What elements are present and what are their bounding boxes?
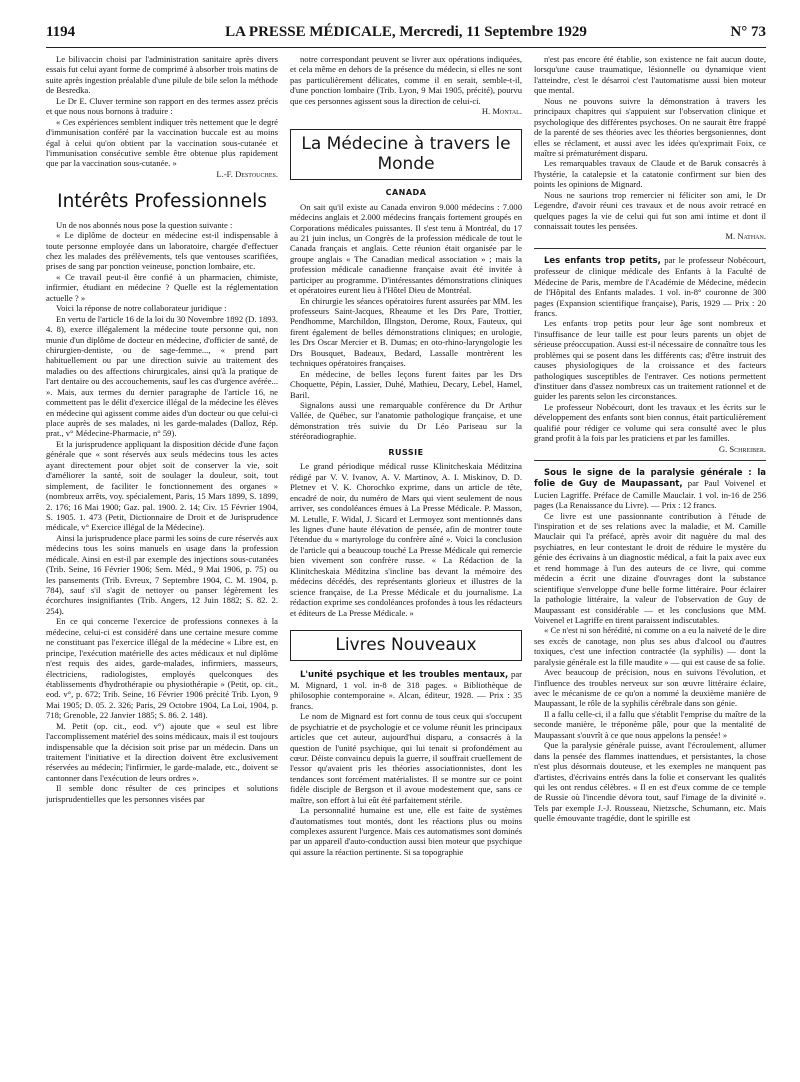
paragraph: Nous ne pouvons suivre la démonstration à travers les principaux chapitres qui s'appuient sur l'observation clinique et psychologique des différentes psychoses. On ne saurait être frappé de la parenté de ses théories avec les théories bergsoniennes, dont elles se réclament, et aussi avec les idées qu'exprimait Foix, ce maître si prématurément disparu. [534,95,766,158]
quote: « Le diplôme de docteur en médecine est-il indispensable à toute personne employée dans un laboratoire, chargée d'effectuer chez les malades des prélèvements, tels que ventouses scarifiées, prises de sang par ponction veineuse, ponction lombaire, etc. [46,230,278,272]
book-title: Sous le signe de la paralysie générale : la folie de Guy de Maupassant, [534,468,766,490]
journal-title: LA PRESSE MÉDICALE, Mercredi, 11 Septembre 1929 [225,24,587,40]
paragraph: La personnalité humaine est une, elle est faite de systèmes d'automatismes tout montés, dont les réactions plus ou moins complexes assurent l'urgence. Mais ces automatismes sont dominés par un appareil d'auto-conduction aussi bien moteur que psychique qui assure la réaction pertinente. Si sa topographie [290,805,522,857]
page-number: 1194 [46,24,76,40]
signature: H. Montal. [481,106,522,117]
header-rule [46,47,766,48]
column-1 [46,54,278,1072]
subsection-heading: RUSSIE [388,447,424,457]
paragraph: Le bilivaccin choisi par l'administration sanitaire après divers essais fut celui ayant forme de comprimé à absorber trois matins de suite après ingestion préalable d'une pilule de bile selon la méthode de Besredka. [46,54,278,96]
signature: G. Schreiber. [718,443,766,454]
paragraph: Ainsi la jurisprudence place parmi les soins de cure réservés aux médecins tous les soins manuels en usage dans la profession médicale. Ainsi en est-il par exemple des injections sous-cutanées (Trib. Seine, 16 Février 1906; Sem. Méd., 9 Mai 1906, p. 75) ou les pansements (Trib. Evreux, 7 Septembre 1904, C. M. 1904, p. 784), sauf s'il s'agit de nettoyer ou panser légèrement les écorchures insignifiantes (Trib. Angers, 12 Juin 1882; S. 82. 2. 254). [46,532,278,616]
paragraph: Il semble donc résulter de ces principes et solutions jurisprudentielles que les personnes visées par [46,783,278,804]
paragraph: Le Dr E. Cluver termine son rapport en des termes assez précis et que nous nous bornons à traduire : [46,95,278,117]
paragraph: Il a fallu celle-ci, il a fallu que s'établit l'emprise du maître de la seconde manière, le tréponème pâle, pour que la mentalité de Maupassant s'ouvrît à ce que nous appelons la pensée! » [534,708,766,740]
paragraph: On sait qu'il existe au Canada environ 9.000 médecins : 7.000 médecins anglais et 2.000 médecins français fortement groupés en Corporations médicales puissantes. Il s'est tenu à Montréal, du 17 au 21 juin inclus, un Congrès de la profession médicale de tout le Canada français et anglais. Cette réunion était organisée par le groupe anglais « The Canadian medical association » ; mais la profession médicale canadienne française avait été invitée à participer au programme. D'intéressantes démonstrations cliniques et opératoires eurent lieu à l'Hôtel Dieu de Montréal. [290,201,522,296]
signature: M. Nathan. [725,231,766,242]
paragraph: En médecine, de belles leçons furent faites par les Drs Choquette, Pépin, Lassier, Duhé, Mathieu, Decary, Lebel, Hamel, Baril. [290,368,522,400]
paragraph: Le nom de Mignard est fort connu de tous ceux qui s'occupent de psychiatrie et de psychologie et ce volume réunit les principaux articles que cet auteur, aujourd'hui disparu, a consacrés à la question de l'unité psychique, qui lui tenait si profondément au cœur. Déiste convaincu depuis la guerre, il souffrait cruellement de l'essor qu'avaient pris les théories associationnistes, dont les tendances sont forcément matérialistes. Il se montre sur ce point fidèle disciple de Bergson et il avoue modestement que, sans ce maître, son effort à lui eût été parfaitement stérile. [290,711,522,805]
book-reference: par M. Mignard, 1 vol. in-8 de 318 pages. « Bibliothèque de philosophie contemporaine ». Alcan, éditeur, 1928. — Prix : 35 francs. [290,668,522,711]
paragraph: Le professeur Nobécourt, dont les travaux et les écrits sur le développement des enfants sont bien connus, était particulièrement qualifié pour rédiger ce volume qui sera consulté avec le plus grand profit à la fois par les praticiens et par les familles. [534,401,766,444]
column-2 [290,54,522,1072]
quote: « Ces expériences semblent indiquer très nettement que le degré d'immunisation conféré par la vaccination buccale est au moins égal à celui qu'on obtient par la vaccination sous-cutanée et l'immunisation consécutive semble être obtenue plus rapidement que par la vaccination sous-cutanée. » [46,116,278,169]
book-reference: par le professeur Nobécourt, professeur de clinique médicale des Enfants à la Faculté de Médecine de Paris, membre de l'Académie de Médecine, médecin de l'Hôpital des Enfants malades. 1 vol. in-8° couronne de 300 pages (Expansion scientifique française), Paris, 1929 — Prix : 20 francs. [534,254,766,318]
section-heading: Intérêts Professionnels [57,191,267,213]
paragraph: Les remarquables travaux de Claude et de Baruk consacrés à l'hystérie, la catalepsie et la catatonie confirment sur bien des points les opinions de Mignard. [534,158,766,190]
divider [534,460,766,461]
book-entry [290,669,522,712]
section-heading: Livres Nouveaux [335,634,477,655]
section-box [290,129,522,180]
book-entry [534,467,766,511]
paragraph: Que la paralysie générale puisse, avant l'écroulement, allumer dans la pensée des flammes inattendues, et persistantes, la chose n'est plus désormais douteuse, et les exemples ne manquent pas d'artistes, d'écrivains entrés dans la folie et conservant les qualités qui les ont rendus célèbres. « Il en est d'eux comme de ce temple de Russie où l'incendie dévora tout, sauf l'image de la divinité ». Tels par exemple J.-J. Rousseau, Nietzsche, Schumann, etc. Mais quelle émouvante tragédie, dont le spirille est [534,740,766,824]
paragraph: M. Petit (op. cit., eod. v°) ajoute que « seul est libre l'accomplissement matériel des soins médicaux, mais il est toujours indispensable que la décision soit prise par un médecin. Dans un traitement l'initiative et la direction doivent être exclusivement réservées au médecin; l'infirmier, le garde-malade, etc., doivent se cantonner dans l'exécution de leurs ordres ». [46,720,278,783]
book-reference: par Paul Voivenel et Lucien Lagriffe. Préface de Camille Mauclair. 1 vol. in-16 de 256 pages (La Renaissance du Livre). — Prix : 12 francs. [534,478,766,511]
paragraph: En vertu de l'article 16 de la loi du 30 Novembre 1892 (D. 1893. 4. 8), exerce illégalement la médecine toute personne qui, non munie d'un diplôme de docteur en médecine, d'officier de santé, de chirurgien-dentiste, ou de sage-femme..., « prend part habituellement ou par une direction suivie au traitement des maladies ou des affections chirurgicales, ainsi qu'à la pratique de l'art dentaire ou des accouchements, sauf les cas d'urgence avérée... ». Mais, aux termes du dernier paragraphe de l'article 16, ne commettent pas le délit d'exercice illégal de la médecine les élèves en médecine qui agissent comme aides d'un docteur ou que celui-ci place auprès de ses malades, ni les garde-malades (Dalloz, Rép. prat., v° Médecine-Pharmacie, n° 59). [46,313,278,439]
signature: L.-F. Destouches. [216,168,278,179]
subsection-heading: CANADA [385,187,427,197]
paragraph: Et la jurisprudence appliquant la disposition décide d'une façon générale que « sont réservés aux seuls médecins tous les actes ayant directement pour objet soit de conserver la vie, soit d'améliorer la santé, soit de soulager la douleur, soit, tout simplement, de faciliter le fonctionnement des organes » (nombreux arrêts, voy. spécialement, Paris, 15 Mars 1899, S. 1899, 2. 176; 16 Mai 1900; Gaz. pal. 1900. 2. 14; Civ. 15 Février 1904, S. 1905. 1. 473 (Petit, Dictionnaire de Droit et de Jurisprudence médicale, v° Exercice illégal de la Médecine). [46,438,278,533]
book-title: L'unité psychique et les troubles mentaux, [300,669,509,680]
column-3 [534,54,766,1072]
paragraph: Signalons aussi une remarquable conférence du Dr Arthur Vallée, de Québec, sur l'anatomie pathologique française, et une démonstration très suivie du Dr Léo Pariseau sur la stéréoradiographie. [290,399,522,442]
paragraph: n'est pas encore été établie, son existence ne fait aucun doute, lorsqu'une cause traumatique, lésionnelle ou dynamique vient l'atteindre, c'est le désarroi c'est l'automatisme aussi bien moteur que mental. [534,54,766,96]
section-box [290,630,522,661]
paragraph: Le grand périodique médical russe Klinitcheskaia Méditzina rédigé par V. V. Ivanov, A. V. Martinov, A. I. Miskinov, D. D. Pletnev et V. K. Chorochko exprime, dans un article de tête, encadré de noir, du numéro de Mars qui vient seulement de nous arriver, ses condoléances émues à La Presse Médicale. P. Masson, M. Letulle, F. Widal, J. Sicard et Lermoyez sont mentionnés dans les lignes d'une haute élévation de pensée, afin de montrer toute l'étendue du « martyrologe du confrère aîné ». Voici la conclusion de l'article qui a beaucoup touché La Presse Médicale qui remercie bien vivement son confrère russe. « La Rédaction de la Klinitcheskaia Méditzina s'incline bas devant la mémoire des médecins décédés, des représentants glorieux et illustres de la science française, de La Presse Médicale et du journalisme. La rédaction exprime ses condoléances profondes à tous les rédacteurs et éditeurs de La Presse Médicale. » [290,461,522,618]
paragraph: Les enfants trop petits pour leur âge sont nombreux et l'insuffisance de leur taille est pour leurs parents un objet de sérieuse préoccupation. Aussi est-il nécessaire de connaître tous les problèmes qui se posent dans les différents cas; d'être instruit des causes physiologiques de la croissance et des facteurs pathologiques susceptibles de l'entraver. Ces notions permettent d'instituer dans d'assez nombreux cas un traitement rationnel et de guider les parents selon les circonstances. [534,318,766,402]
paragraph: Avec beaucoup de précision, nous en suivons l'évolution, et l'influence des troubles nerveux sur son œuvre littéraire éclaire, avec le mécanisme de ce qu'on a nommé la deuxième manière de Maupassant, le rôle de la syphilis cérébrale dans son génie. [534,667,766,709]
paragraph: En chirurgie les séances opératoires furent assurées par MM. les professeurs Saint-Jacques, Rheaume et les Drs Pare, Trottier, Pendhomme, Marchildon, Illngston, Derome, Roux, Fauteux, qui firent également de belles démonstrations cliniques; en urologie, les Drs Oscar Mercier et B. Dumas; en oto-rhino-laryngologie les Drs Bousquet, Badeaux, Bedard, Lassalle montrèrent les techniques opératoires françaises. [290,295,522,369]
issue-number: N° 73 [730,24,766,40]
paragraph: « Ce n'est ni son hérédité, ni comme on a eu la naïveté de le dire ses excès de canotage, non plus ses abus d'alcool ou d'autres toxiques, c'est une infection contractée (la syphilis) — dont la paralysie générale est la fille maudite » — qui est cause de sa folie. [534,625,766,667]
quote: « Ce travail peut-il être confié à un pharmacien, chimiste, infirmier, étudiant en médecine ? Quelle est la réglementation actuelle ? » [46,271,278,303]
paragraph: Nous ne saurions trop remercier ni féliciter son ami, le Dr Legendre, d'avoir réuni ces travaux et de nous avoir retracé en quelques pages la vie de celui qui fut son ami intime et dont il connaissait toutes les pensées. [534,189,766,231]
book-title: Les enfants trop petits, [544,255,661,266]
paragraph: Un de nos abonnés nous pose la question suivante : [56,219,233,230]
paragraph: Voici la réponse de notre collaborateur juridique : [56,303,227,314]
page-header [46,24,766,44]
book-entry [534,255,766,319]
paragraph: En ce qui concerne l'exercice de professions connexes à la médecine, celui-ci est considéré dans une certaine mesure comme ne constituant pas l'exercice illégal de la médecine « Libre est, en principe, l'exécution matérielle des actes médicaux et nul diplôme n'est requis des aides, garde-malades, infirmiers, masseurs, électriciens, radiologistes, employés quelconques des établissements d'hydrothérapie ou physiothérapie » (Petit, op. cit., eod. v°, p. 672; Trib. Seine, 16 Février 1906 précité Trib. Lyon, 9 Mai 1905; D. 05. 2. 326; Paris, 29 Octobre 1904, La Loi, 1904, p. 718; Grenoble, 22 Janvier 1885; S. 86. 2. 148). [46,616,278,721]
paragraph: notre correspondant peuvent se livrer aux opérations indiquées, et cela même en dehors de la présence du médecin, si elles ne sont pas particulièrement délicates, comme il en serait, semble-t-il, d'une ponction lombaire (Trib. Lyon, 9 Mai 1905, précité), pourvu que ces personnes agissent sous la direction de celui-ci. [290,54,522,106]
divider [534,248,766,249]
section-heading: La Médecine à travers le Monde [301,133,511,175]
paragraph: Ce livre est une passionnante contribution à l'étude de l'inspiration et de ses relations avec la maladie, et M. Camille Mauclair qui l'a préfacé, après avoir dit naguère du mal des psychiatres, en leur contestant le droit de réduire le mystère du génie des écrivains à un diagnostic médical, a fait la paix avec eux et rend hommage à l'un des auteurs de ce livre, qui comme médecin a écrit une dizaine d'ouvrages dont la substance scientifique s'enveloppe d'une belle forme littéraire. Pour éclairer la pathologie littéraire, la valeur de l'observation de Guy de Maupassant est considérable — et les conclusions que MM. Voivenel et Lagriffe en tirent paraissent indiscutables. [534,510,766,625]
